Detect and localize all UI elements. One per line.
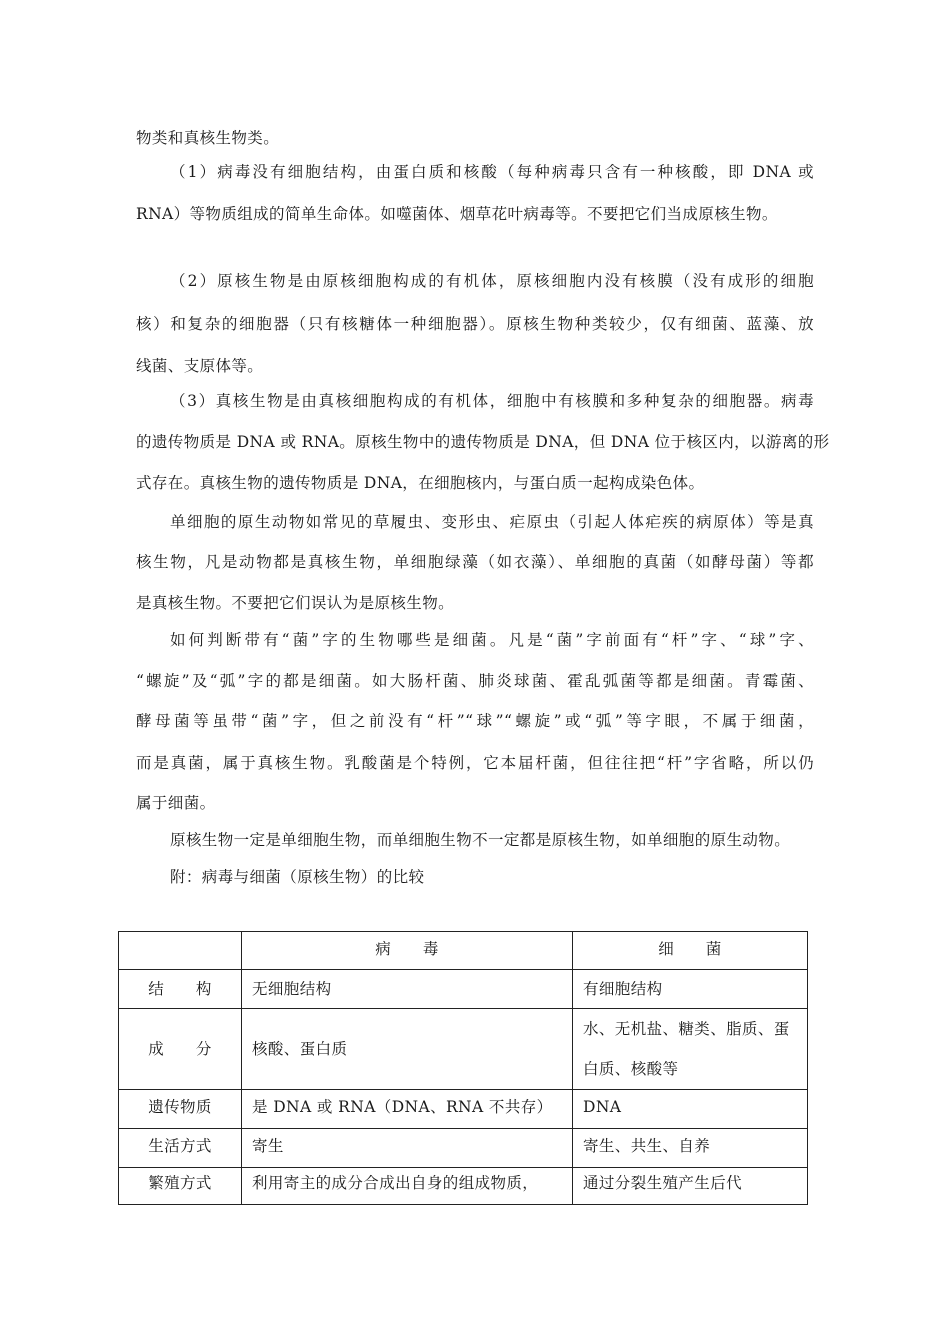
table-cell: 成 分 xyxy=(119,1009,242,1090)
paragraph-line: “螺旋”及“弧”字的都是细菌。如大肠杆菌、肺炎球菌、霍乱弧菌等都是细菌。青霉菌、 xyxy=(136,672,814,690)
paragraph-line: 单细胞的原生动物如常见的草履虫、变形虫、疟原虫（引起人体疟疾的病原体）等是真 xyxy=(170,513,814,531)
table-cell: 利用寄主的成分合成出自身的组成物质， xyxy=(242,1168,573,1205)
paragraph-line: 属于细菌。 xyxy=(136,794,216,812)
table-row xyxy=(119,1090,808,1129)
table-cell: 结 构 xyxy=(119,970,242,1009)
paragraph-line: （3）真核生物是由真核细胞构成的有机体，细胞中有核膜和多种复杂的细胞器。病毒 xyxy=(170,392,814,410)
table-cell: 是 DNA 或 RNA（DNA、RNA 不共存） xyxy=(242,1090,573,1129)
paragraph-line: （2）原核生物是由原核细胞构成的有机体，原核细胞内没有核膜（没有成形的细胞 xyxy=(170,272,814,290)
table-cell: 有细胞结构 xyxy=(573,970,808,1009)
paragraph-line: 酵母菌等虽带“菌”字，但之前没有“杆”“球”“螺旋”或“弧”等字眼，不属于细菌， xyxy=(136,712,814,730)
paragraph-line: 式存在。真核生物的遗传物质是 DNA，在细胞核内，与蛋白质一起构成染色体。 xyxy=(136,474,705,492)
table-cell: 通过分裂生殖产生后代 xyxy=(573,1168,808,1205)
paragraph-line: 而是真菌，属于真核生物。乳酸菌是个特例，它本届杆菌，但往往把“杆”字省略，所以仍 xyxy=(136,754,814,772)
table-cell: 水、无机盐、糖类、脂质、蛋白质、核酸等 xyxy=(573,1009,808,1090)
table-header-row xyxy=(119,932,808,970)
paragraph-line: 物类和真核生物类。 xyxy=(136,129,280,147)
paragraph-line: （1）病毒没有细胞结构，由蛋白质和核酸（每种病毒只含有一种核酸，即 DNA 或 xyxy=(170,163,814,181)
table-cell: DNA xyxy=(573,1090,808,1129)
table-cell: 病 毒 xyxy=(242,932,573,970)
paragraph-line: 如何判断带有“菌”字的生物哪些是细菌。凡是“菌”字前面有“杆”字、“球”字、 xyxy=(170,631,814,649)
table-row xyxy=(119,1009,808,1090)
paragraph-line: 是真核生物。不要把它们误认为是原核生物。 xyxy=(136,594,455,612)
table-cell: 寄生 xyxy=(242,1129,573,1168)
table-cell: 核酸、蛋白质 xyxy=(242,1009,573,1090)
paragraph-line: 的遗传物质是 DNA 或 RNA。原核生物中的遗传物质是 DNA，但 DNA 位于核区内，以游离的形 xyxy=(136,433,830,451)
table-row xyxy=(119,1168,808,1205)
paragraph-line: RNA）等物质组成的简单生命体。如噬菌体、烟草花叶病毒等。不要把它们当成原核生物。 xyxy=(136,205,778,223)
table-row xyxy=(119,1129,808,1168)
table-cell: 遗传物质 xyxy=(119,1090,242,1129)
comparison-table xyxy=(118,931,808,1205)
table-row xyxy=(119,970,808,1009)
table-cell: 无细胞结构 xyxy=(242,970,573,1009)
table-cell: 寄生、共生、自养 xyxy=(573,1129,808,1168)
table-cell xyxy=(119,932,242,970)
paragraph-line: 原核生物一定是单细胞生物，而单细胞生物不一定都是原核生物，如单细胞的原生动物。 xyxy=(170,831,791,849)
paragraph-line: 附：病毒与细菌（原核生物）的比较 xyxy=(170,868,425,886)
paragraph-line: 核）和复杂的细胞器（只有核糖体一种细胞器）。原核生物种类较少，仅有细菌、蓝藻、放 xyxy=(136,315,814,333)
table-cell: 繁殖方式 xyxy=(119,1168,242,1205)
table-cell: 细 菌 xyxy=(573,932,808,970)
paragraph-line: 线菌、支原体等。 xyxy=(136,357,264,375)
paragraph-line: 核生物，凡是动物都是真核生物，单细胞绿藻（如衣藻）、单细胞的真菌（如酵母菌）等都 xyxy=(136,553,814,571)
table-cell: 生活方式 xyxy=(119,1129,242,1168)
